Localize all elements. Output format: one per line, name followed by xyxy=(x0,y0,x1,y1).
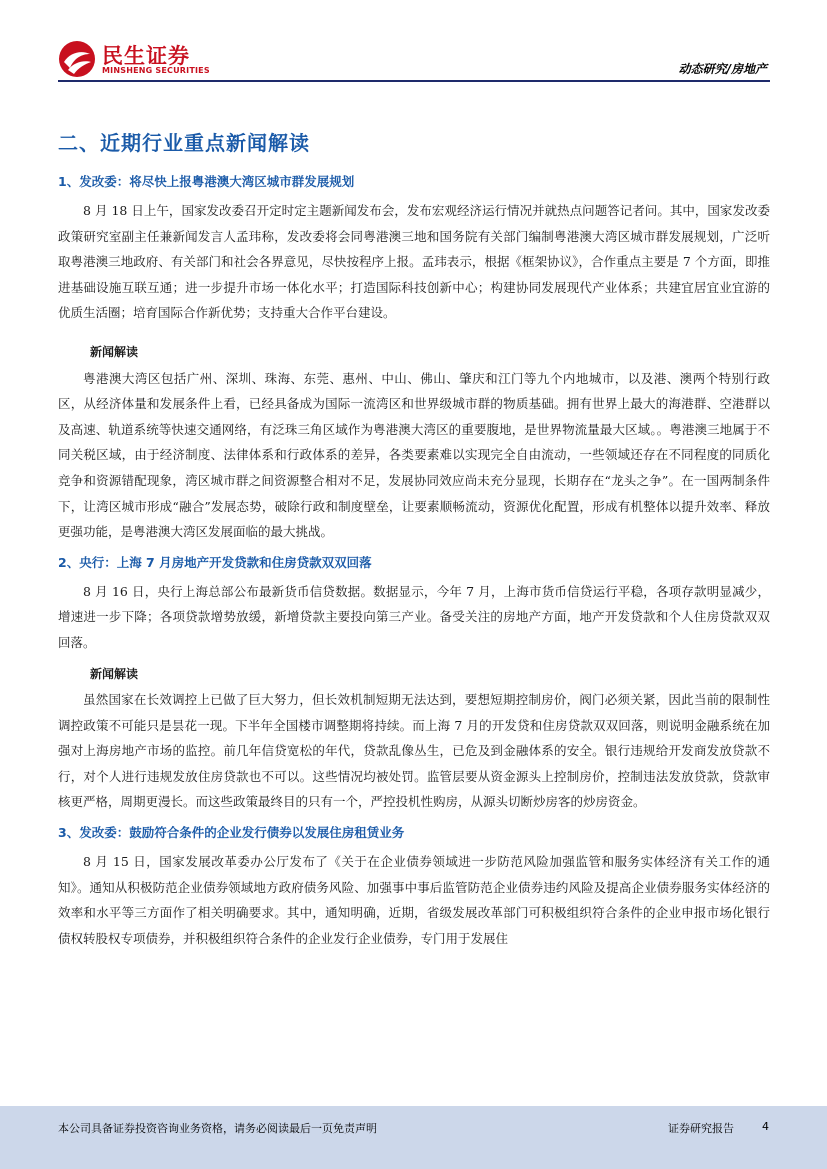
report-type-label: 动态研究/房地产 xyxy=(678,62,767,76)
news-title: 2、央行：上海 7 月房地产开发贷款和住房贷款双双回落 xyxy=(58,554,372,570)
news-body: 8 月 18 日上午，国家发改委召开定时定主题新闻发布会，发布宏观经济运行情况并就热点问题答记者问。其中，国家发改委政策研究室副主任兼新闻发言人孟玮称，发改委将会同粤港澳三地和国务院有关部门编制粤港澳大湾区城市群发展规划，广泛听取粤港澳三地政府、有关部门和社会各界意见，尽快按程序上报。孟玮表示，根据《框架协议》，合作重点主要是 7 个方面，即推进基础设施互联互通；进一步提升市场一体化水平；打造国际科技创新中心；构建协同发展现代产业体系；共建宜居宜业宜游的优质生活圈；培育国际合作新优势；支持重大合作平台建设。 xyxy=(58,203,770,321)
page-number: 4 xyxy=(762,1120,769,1133)
minsheng-logo-icon xyxy=(58,40,96,78)
news-interpretation-label: 新闻解读 xyxy=(90,666,139,681)
section-title: 二、近期行业重点新闻解读 xyxy=(58,131,310,155)
main-content xyxy=(58,120,770,951)
page-header xyxy=(0,0,827,90)
footer-doc-type: 证券研究报告 xyxy=(668,1122,734,1135)
news-interpretation-label: 新闻解读 xyxy=(90,344,139,359)
logo-english-text: MINSHENG SECURITIES xyxy=(102,66,210,75)
news-item-1 xyxy=(58,170,770,545)
news-title: 1、发改委：将尽快上报粤港澳大湾区城市群发展规划 xyxy=(58,174,355,189)
header-divider xyxy=(58,80,770,82)
page-footer xyxy=(0,1106,827,1169)
news-body: 8 月 15 日，国家发展改革委办公厅发布了《关于在企业债券领域进一步防范风险加强监管和服务实体经济有关工作的通知》。通知从积极防范企业债券领域地方政府债务风险、加强事中事后监管防范企业债券违约风险及提高企业债券服务实体经济的效率和水平等三方面作了相关明确要求。其中，通知明确，近期，省级发展改革部门可积极组织符合条件的企业申报市场化银行债权转股权专项债券，并积极组织符合条件的企业发行企业债券，专门用于发展住 xyxy=(58,854,770,946)
news-body: 8 月 16 日，央行上海总部公布最新货币信贷数据。数据显示，今年 7 月，上海市货币信贷运行平稳，各项存款明显减少，增速进一步下降；各项贷款增势放缓，新增贷款主要投向第三产业。备受关注的房地产方面，地产开发贷款和个人住房贷款双双回落。 xyxy=(58,583,770,650)
news-title: 3、发改委：鼓励符合条件的企业发行债券以发展住房租赁业务 xyxy=(58,825,405,841)
news-interpretation: 虽然国家在长效调控上已做了巨大努力，但长效机制短期无法达到，要想短期控制房价，阀门必须关紧，因此当前的限制性调控政策不可能只是昙花一现。下半年全国楼市调整期将持续。而上海 7 月的开发贷和住房贷款双双回落，则说明金融系统在加强对上海房地产市场的监控。前几年信贷宽松的年代，贷款乱像丛生，已危及到金融体系的安全。银行违规给开发商发放贷款不行，对个人进行违规发放住房贷款也不可以。这些情况均被处罚。监管层要从资金源头上控制房价，控制违法发放贷款，贷款审核更严格，周期更漫长。而这些政策最终目的只有一个，严控投机性购房，从源头切断炒房客的炒房资金。 xyxy=(58,692,770,810)
company-logo xyxy=(58,40,218,78)
news-item-2 xyxy=(58,551,770,815)
spacer xyxy=(58,326,770,340)
news-interpretation: 粤港澳大湾区包括广州、深圳、珠海、东莞、惠州、中山、佛山、肇庆和江门等九个内地城市，以及港、澳两个特别行政区，从经济体量和发展条件上看，已经具备成为国际一流湾区和世界级城市群的物质基础。拥有世界上最大的海港群、空港群以及高速、轨道系统等快速交通网络，有泛珠三角区域作为粤港澳大湾区的重要腹地，是世界物流量最大区域。。粤港澳三地属于不同关税区域，由于经济制度、法律体系和行政体系的差异，各类要素难以实现完全自由流动，一些领域还存在不同程度的同质化竞争和资源错配现象，湾区城市群之间资源整合相对不足，发展协同效应尚未充分显现，长期存在“龙头之争”。在一国两制条件下，让湾区城市形成“融合”发展态势，破除行政和制度壁垒，让要素顺畅流动，资源优化配置，形成有机整体以提升效率、释放更强功能，是粤港澳大湾区发展面临的最大挑战。 xyxy=(58,370,770,540)
footer-disclaimer: 本公司具备证券投资咨询业务资格，请务必阅读最后一页免责声明 xyxy=(58,1122,377,1135)
logo-chinese-text: 民生证券 xyxy=(102,44,190,68)
news-item-3 xyxy=(58,821,770,951)
